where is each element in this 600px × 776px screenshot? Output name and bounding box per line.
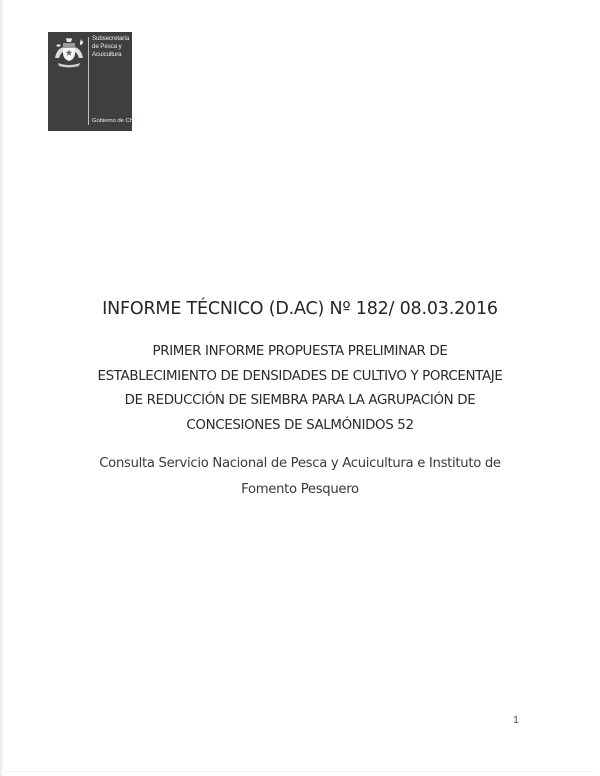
consult-line: Consulta Servicio Nacional de Pesca y Acuicultura e Instituto de: [99, 456, 501, 471]
report-subtitle: [97, 340, 503, 439]
logo-org-name: [92, 35, 132, 59]
subtitle-line: DE REDUCCIÓN DE SIEMBRA PARA LA AGRUPACIÓN DE: [124, 393, 476, 409]
consultation-note: [80, 451, 520, 503]
page-number: 1: [513, 715, 519, 726]
subtitle-line: PRIMER INFORME PROPUESTA PRELIMINAR DE: [152, 344, 448, 359]
logo-org-line1: Subsecretaría: [92, 35, 130, 42]
scan-edge: [0, 0, 2, 776]
logo-org-line2: de Pesca y: [92, 43, 122, 50]
chile-coat-of-arms-icon: [52, 36, 86, 68]
institution-logo: [48, 32, 139, 131]
consult-line: Fomento Pesquero: [241, 482, 359, 497]
report-title: INFORME TÉCNICO (D.AC) Nº 182/ 08.03.2016: [102, 299, 498, 319]
subtitle-line: ESTABLECIMIENTO DE DENSIDADES DE CULTIVO Y PORCENTAJE: [97, 368, 503, 384]
logo-org-line3: Acuicultura: [92, 51, 122, 58]
subtitle-line: CONCESIONES DE SALMÓNIDOS 52: [186, 418, 414, 434]
logo-government: Gobierno de Chile: [92, 118, 139, 124]
logo-divider: [88, 37, 89, 125]
